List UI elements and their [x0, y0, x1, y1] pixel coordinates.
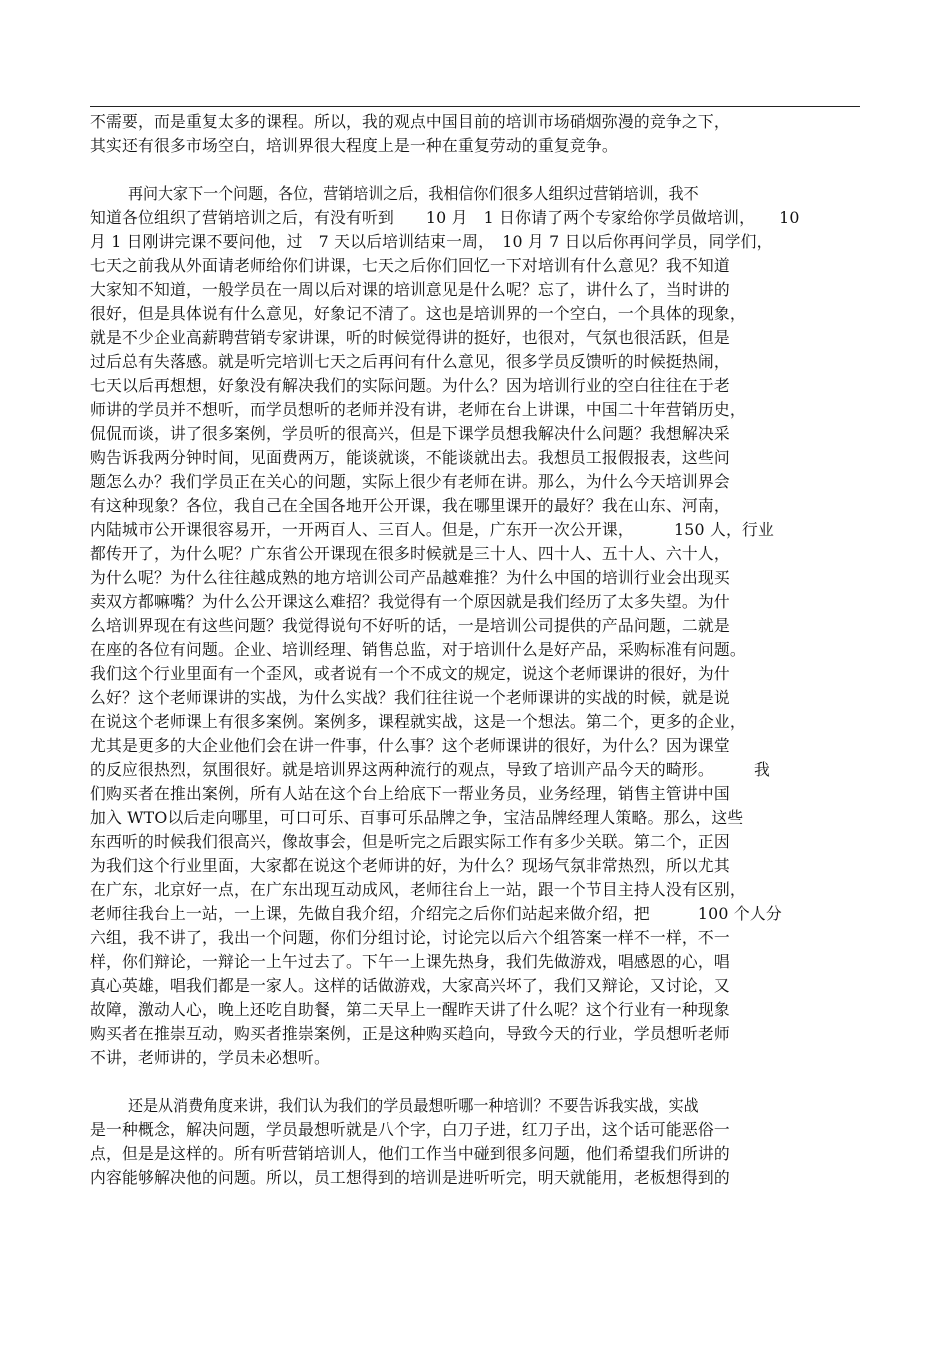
text-line: 知道各位组织了营销培训之后，有没有听到 10 月 1 日你请了两个专家给你学员做培训， 10 [90, 208, 800, 227]
text-line: 老师往我台上一站，一上课，先做自我介绍，介绍完之后你们站起来做介绍，把 100 个人分 [90, 904, 782, 923]
text-line: 大家知不知道，一般学员在一周以后对课的培训意见是什么呢？忘了，讲什么了，当时讲的 [90, 280, 730, 299]
text-line: 么培训界现在有这些问题？我觉得说句不好听的话，一是培训公司提供的产品问题，二就是 [90, 616, 730, 635]
text-line: 的反应很热烈，氛围很好。就是培训界这两种流行的观点，导致了培训产品今天的畸形。 我 [90, 760, 770, 779]
text-line: 七天之前我从外面请老师给你们讲课，七天之后你们回忆一下对培训有什么意见？我不知道 [90, 256, 730, 275]
text-line: 在广东，北京好一点，在广东出现互动成风，老师往台上一站，跟一个节目主持人没有区别， [90, 880, 746, 899]
text-line: 购买者在推崇互动，购买者推崇案例，正是这种购买趋向，导致今天的行业，学员想听老师 [90, 1024, 730, 1043]
text-line: 真心英雄，唱我们都是一家人。这样的话做游戏，大家高兴坏了，我们又辩论，又讨论，又 [90, 976, 730, 995]
text-line: 七天以后再想想，好象没有解决我们的实际问题。为什么？因为培训行业的空白往往在于老 [90, 376, 730, 395]
text-line: 内容能够解决他的问题。所以，员工想得到的培训是进听听完，明天就能用，老板想得到的 [90, 1168, 730, 1187]
text-line: 购告诉我两分钟时间，见面费两万，能谈就谈，不能谈就出去。我想员工报假报表，这些问 [90, 448, 730, 467]
text-line: 点，但是是这样的。所有听营销培训人，他们工作当中碰到很多问题，他们希望我们所讲的 [90, 1144, 730, 1163]
text-line: 都传开了，为什么呢？广东省公开课现在很多时候就是三十人、四十人、五十人、六十人， [90, 544, 730, 563]
header-rule [90, 106, 860, 107]
text-line: 尤其是更多的大企业他们会在讲一件事，什么事？这个老师课讲的很好，为什么？因为课堂 [90, 736, 730, 755]
text-line: 为什么呢？为什么往往越成熟的地方培训公司产品越难推？为什么中国的培训行业会出现买 [90, 568, 730, 587]
text-line: 样，你们辩论，一辩论一上午过去了。下午一上课先热身，我们先做游戏，唱感恩的心，唱 [90, 952, 730, 971]
text-line: 再问大家下一个问题，各位，营销培训之后，我相信你们很多人组织过营销培训，我不 [128, 184, 699, 203]
text-line: 加入 WTO以后走向哪里，可口可乐、百事可乐品牌之争，宝洁品牌经理人策略。那么，这些 [90, 808, 744, 827]
text-line: 题怎么办？我们学员正在关心的问题，实际上很少有老师在讲。那么，为什么今天培训界会 [90, 472, 730, 491]
text-line: 是一种概念，解决问题，学员最想听就是八个字，白刀子进，红刀子出，这个话可能恶俗一 [90, 1120, 730, 1139]
text-line: 们购买者在推出案例，所有人站在这个台上给底下一帮业务员，业务经理，销售主管讲中国 [90, 784, 730, 803]
text-line: 不讲，老师讲的，学员未必想听。 [90, 1048, 330, 1067]
text-line: 侃侃而谈，讲了很多案例，学员听的很高兴，但是下课学员想我解决什么问题？我想解决采 [90, 424, 730, 443]
text-line: 其实还有很多市场空白，培训界很大程度上是一种在重复劳动的重复竞争。 [90, 136, 618, 155]
text-line: 不需要，而是重复太多的课程。所以，我的观点中国目前的培训市场硝烟弥漫的竞争之下， [90, 112, 730, 131]
text-line: 很好，但是具体说有什么意见，好象记不清了。这也是培训界的一个空白，一个具体的现象， [90, 304, 746, 323]
text-line: 月 1 日刚讲完课不要问他，过 7 天以后培训结束一周， 10 月 7 日以后你再问学员，同学们， [90, 232, 773, 251]
text-line: 东西听的时候我们很高兴，像故事会，但是听完之后跟实际工作有多少关联。第二个，正因 [90, 832, 730, 851]
text-line: 师讲的学员并不想听，而学员想听的老师并没有讲，老师在台上讲课，中国二十年营销历史， [90, 400, 746, 419]
text-line: 还是从消费角度来讲，我们认为我们的学员最想听哪一种培训？不要告诉我实战，实战 [128, 1096, 699, 1115]
text-line: 么好？这个老师课讲的实战，为什么实战？我们往往说一个老师课讲的实战的时候，就是说 [90, 688, 730, 707]
text-line: 在座的各位有问题。企业、培训经理、销售总监，对于培训什么是好产品，采购标准有问题。 [90, 640, 746, 659]
text-line: 在说这个老师课上有很多案例。案例多，课程就实战，这是一个想法。第二个，更多的企业， [90, 712, 746, 731]
text-line: 为我们这个行业里面，大家都在说这个老师讲的好，为什么？现场气氛非常热烈，所以尤其 [90, 856, 730, 875]
text-line: 卖双方都嘛嘴？为什么公开课这么难招？我觉得有一个原因就是我们经历了太多失望。为什 [90, 592, 730, 611]
text-line: 内陆城市公开课很容易开，一开两百人、三百人。但是，广东开一次公开课， 150 人，行业 [90, 520, 774, 539]
text-line: 六组，我不讲了，我出一个问题，你们分组讨论，讨论完以后六个组答案一样不一样，不一 [90, 928, 730, 947]
text-line: 我们这个行业里面有一个歪风，或者说有一个不成文的规定，说这个老师课讲的很好，为什 [90, 664, 730, 683]
text-line: 过后总有失落感。就是听完培训七天之后再问有什么意见，很多学员反馈听的时候挺热闹， [90, 352, 730, 371]
text-line: 故障，激动人心，晚上还吃自助餐，第二天早上一醒昨天讲了什么呢？这个行业有一种现象 [90, 1000, 730, 1019]
text-line: 有这种现象？各位，我自己在全国各地开公开课，我在哪里课开的最好？我在山东、河南， [90, 496, 730, 515]
text-line: 就是不少企业高薪聘营销专家讲课，听的时候觉得讲的挺好，也很对，气氛也很活跃，但是 [90, 328, 730, 347]
